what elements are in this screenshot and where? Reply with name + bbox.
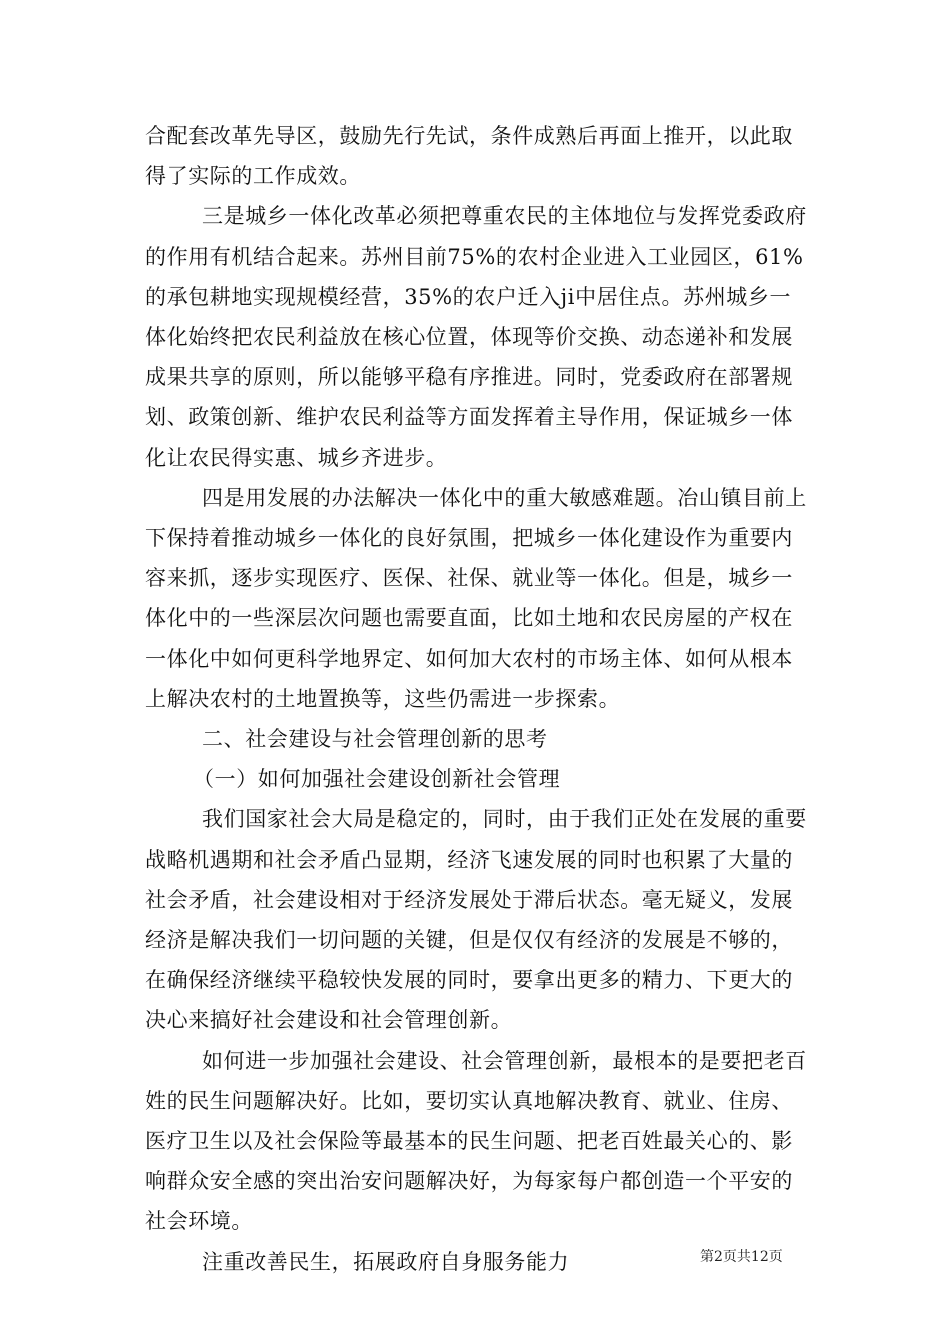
page-number-footer: 第2页共12页 xyxy=(700,1249,783,1265)
paragraph-livelihood: 如何进一步加强社会建设、社会管理创新，最根本的是要把老百姓的民生问题解决好。比如，要切实认真地解决教育、就业、住房、医疗卫生以及社会保险等最基本的民生问题、把老百姓最关心的、影响群众安全感的突出治安问题解决好，为每家每户都创造一个平安的社会环境。 xyxy=(145,1048,807,1234)
paragraph-point-four: 四是用发展的办法解决一体化中的重大敏感难题。冶山镇目前上下保持着推动城乡一体化的良好氛围，把城乡一体化建设作为重要内容来抓，逐步实现医疗、医保、社保、就业等一体化。但是，城乡一体化中的一些深层次问题也需要直面，比如土地和农民房屋的产权在一体化中如何更科学地界定、如何加大农村的市场主体、如何从根本上解决农村的土地置换等，这些仍需进一步探索。 xyxy=(145,485,807,711)
paragraph-point-three: 三是城乡一体化改革必须把尊重农民的主体地位与发挥党委政府的作用有机结合起来。苏州目前75%的农村企业进入工业园区，61%的承包耕地实现规模经营，35%的农户迁入ji中居住点。苏州城乡一体化始终把农民利益放在核心位置，体现等价交换、动态递补和发展成果共享的原则，所以能够平稳有序推进。同时，党委政府在部署规划、政策创新、维护农民利益等方面发挥着主导作用，保证城乡一体化让农民得实惠、城乡齐进步。 xyxy=(145,204,807,470)
paragraph-continuation: 合配套改革先导区，鼓励先行先试，条件成熟后再面上推开，以此取得了实际的工作成效。 xyxy=(145,124,793,189)
section-heading: 二、社会建设与社会管理创新的思考 xyxy=(202,727,548,752)
paragraph-social-stability: 我们国家社会大局是稳定的，同时，由于我们正处在发展的重要战略机遇期和社会矛盾凸显期，经济飞速发展的同时也积累了大量的社会矛盾，社会建设相对于经济发展处于滞后状态。毫无疑义，发展经济是解决我们一切问题的关键，但是仅仅有经济的发展是不够的，在确保经济继续平稳较快发展的同时，要拿出更多的精力、下更大的决心来搞好社会建设和社会管理创新。 xyxy=(145,807,807,1033)
paragraph-service-capacity: 注重改善民生，拓展政府自身服务能力 xyxy=(202,1249,570,1274)
subsection-heading: （一）如何加强社会建设创新社会管理 xyxy=(193,767,561,792)
document-body xyxy=(145,116,807,1282)
